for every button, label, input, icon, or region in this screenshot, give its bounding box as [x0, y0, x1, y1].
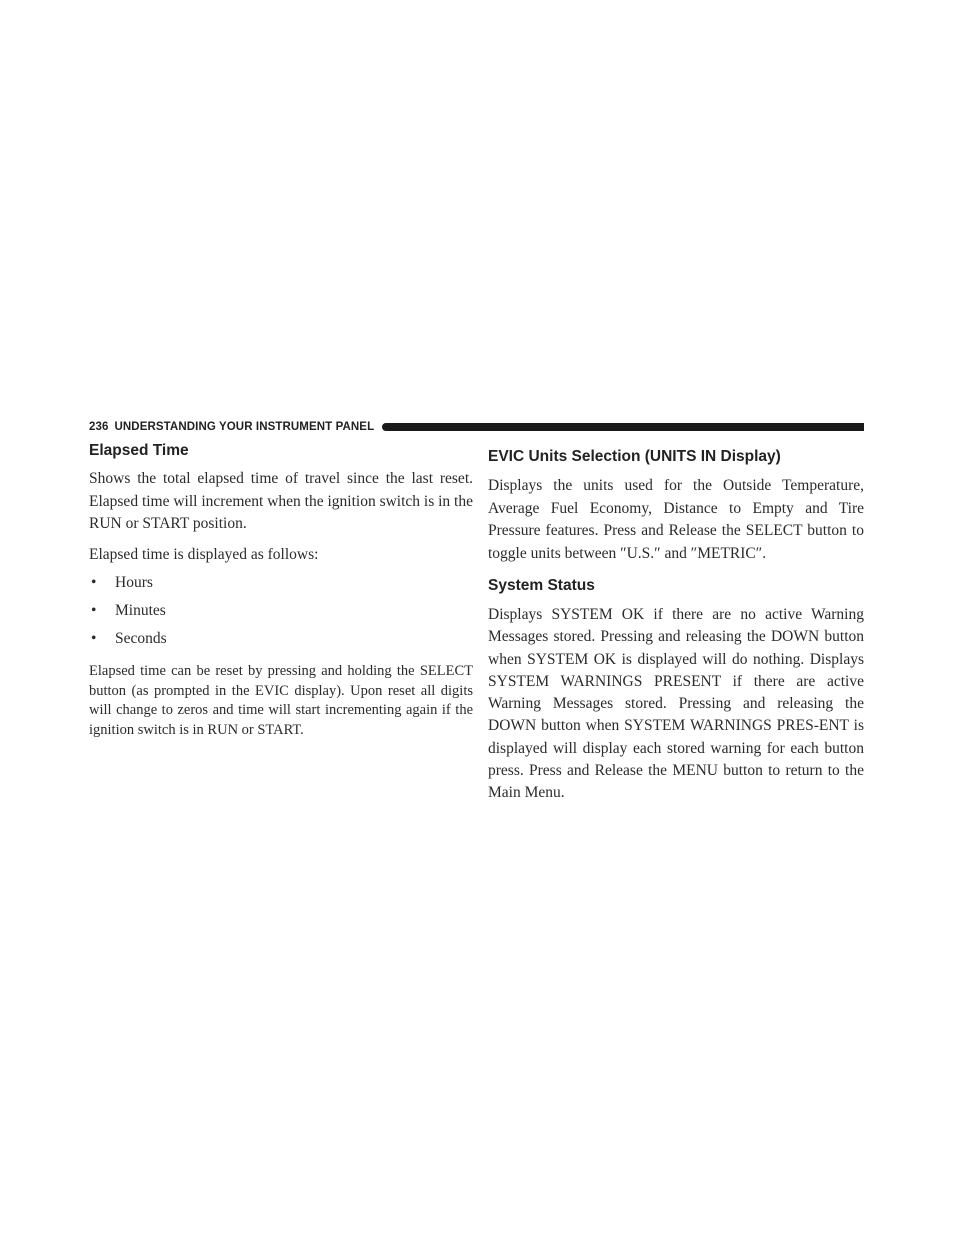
system-status-heading: System Status — [488, 577, 595, 594]
elapsed-time-heading: Elapsed Time — [89, 442, 189, 459]
elapsed-time-display-intro: Elapsed time is displayed as follows: — [89, 545, 319, 563]
list-item-label: Hours — [115, 574, 153, 591]
list-item — [89, 600, 473, 628]
units-selection-description: Displays the units used for the Outside Temperature, Average Fuel Economy, Distance to Empty and Tire Pressure features. Press and Release the SELECT button to toggle units between ″U.S.″ and ″METRIC″. — [488, 477, 864, 562]
right-column — [488, 440, 864, 805]
header-rule — [382, 423, 864, 431]
elapsed-time-reset-instructions: Elapsed time can be reset by pressing and holding the SELECT button (as prompted in the EVIC display). Upon reset all digits will change to zeros and time will start incrementing again if the ignition switch is in RUN or START. — [89, 663, 473, 738]
elapsed-time-description: Shows the total elapsed time of travel since the last reset. Elapsed time will increment when the ignition switch is in the RUN or START position. — [89, 470, 473, 532]
list-item-label: Minutes — [115, 602, 166, 619]
left-column — [89, 440, 473, 740]
elapsed-time-units-list — [89, 572, 473, 656]
system-status-description: Displays SYSTEM OK if there are no active Warning Messages stored. Pressing and releasing the DOWN button when SYSTEM OK is displayed will do nothing. Displays SYSTEM WARNINGS PRESENT if there are active Warning Messages stored. Pressing and releasing the DOWN button when SYSTEM WARNINGS PRES-ENT is displayed will display each stored warning for each button press. Press and Release the MENU button to return to the Main Menu. — [488, 606, 864, 802]
running-header — [89, 419, 864, 435]
bullet-icon: • — [91, 630, 97, 647]
list-item-label: Seconds — [115, 630, 167, 647]
list-item — [89, 572, 473, 600]
bullet-icon: • — [91, 574, 97, 591]
units-selection-heading: EVIC Units Selection (UNITS IN Display) — [488, 448, 781, 465]
list-item — [89, 628, 473, 656]
page-number: 236 — [89, 421, 109, 433]
section-title: UNDERSTANDING YOUR INSTRUMENT PANEL — [114, 421, 375, 433]
bullet-icon: • — [91, 602, 97, 619]
